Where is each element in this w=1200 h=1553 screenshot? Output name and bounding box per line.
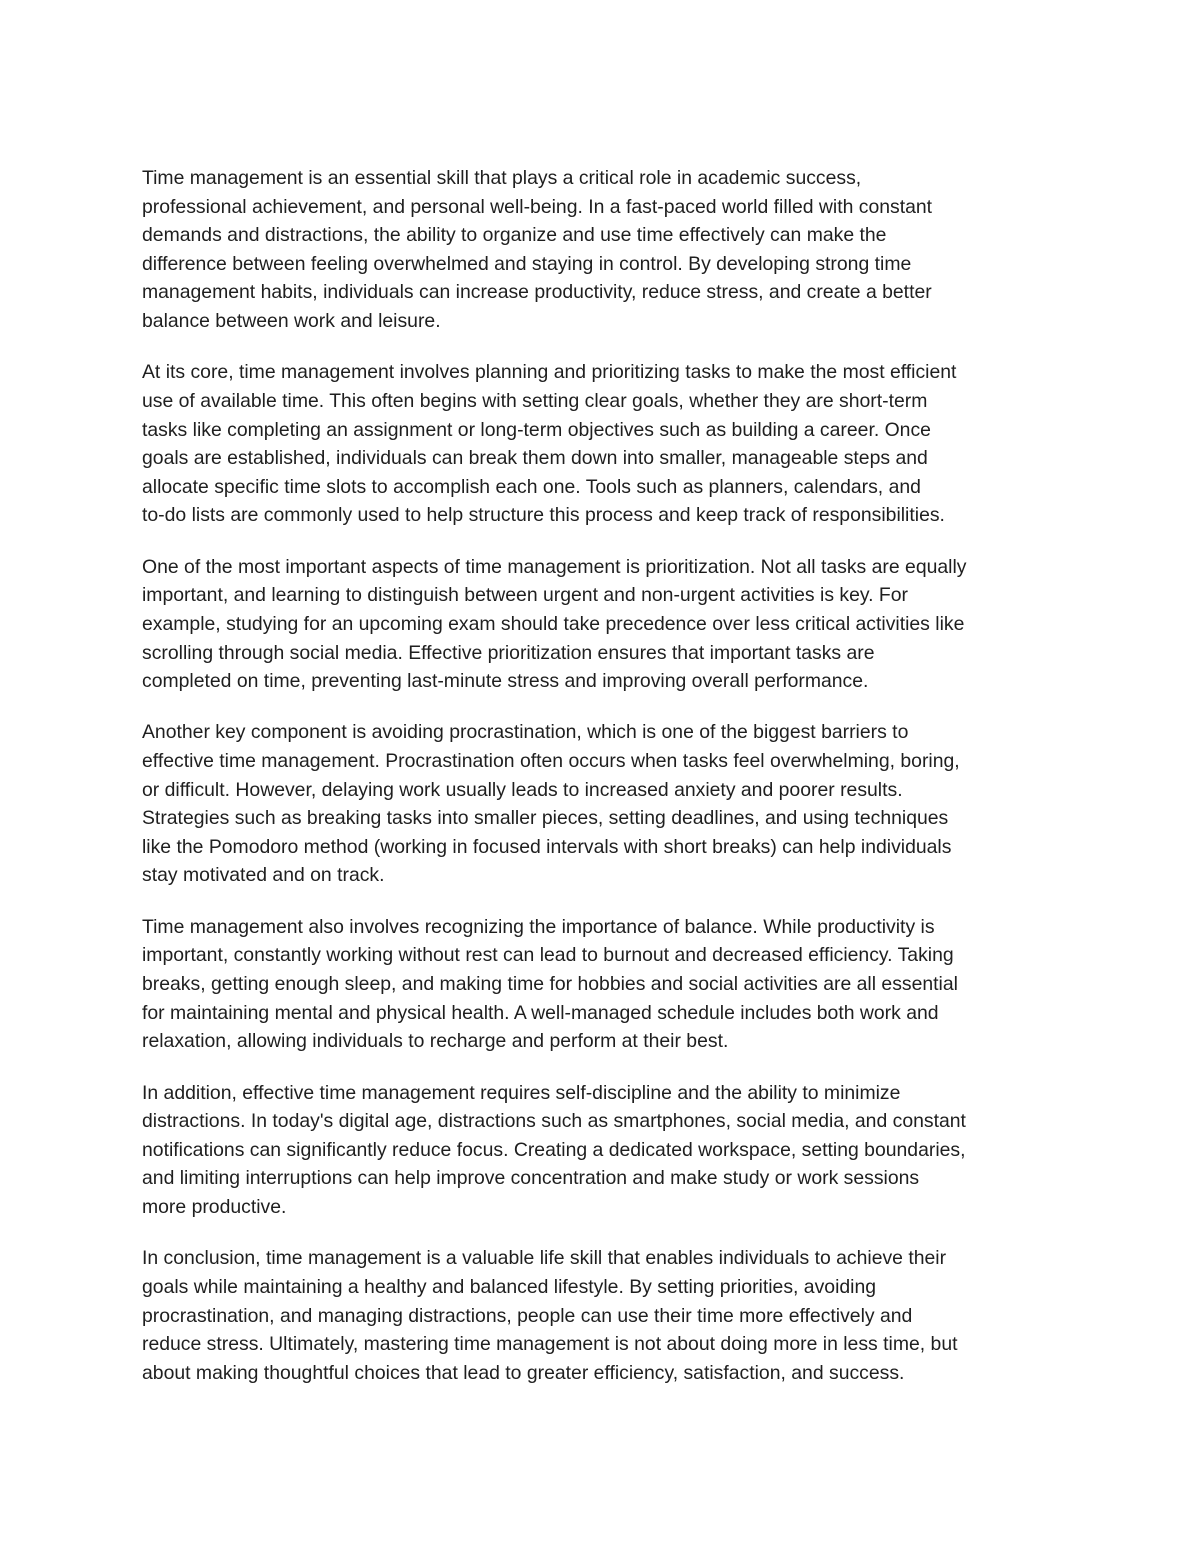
text-line: professional achievement, and personal well-being. In a fast-paced world filled with constant — [142, 195, 933, 218]
text-line: reduce stress. Ultimately, mastering time management is not about doing more in less time, but — [142, 1333, 958, 1356]
paragraph-7 — [142, 1244, 1082, 1387]
text-line: or difficult. However, delaying work usually leads to increased anxiety and poorer results. — [142, 778, 903, 801]
text-line: One of the most important aspects of time management is prioritization. Not all tasks are equally — [142, 555, 967, 578]
text-line: completed on time, preventing last-minute stress and improving overall performance. — [142, 670, 869, 693]
text-line: effective time management. Procrastination often occurs when tasks feel overwhelming, boring, — [142, 750, 960, 773]
paragraph-4 — [142, 718, 1082, 890]
text-line: Time management is an essential skill that plays a critical role in academic success, — [142, 167, 862, 189]
text-line: In addition, effective time management requires self-discipline and the ability to minimize — [142, 1081, 901, 1104]
text-line: tasks like completing an assignment or long-term objectives such as building a career. Once — [142, 418, 931, 441]
text-line: In conclusion, time management is a valuable life skill that enables individuals to achieve their — [142, 1247, 947, 1270]
text-line: Time management also involves recognizing the importance of balance. While productivity is — [142, 915, 935, 938]
text-line: distractions. In today's digital age, distractions such as smartphones, social media, and constant — [142, 1110, 966, 1133]
text-line: demands and distractions, the ability to organize and use time effectively can make the — [142, 224, 887, 247]
text-line: At its core, time management involves planning and prioritizing tasks to make the most efficient — [142, 361, 957, 384]
text-line: and limiting interruptions can help improve concentration and make study or work sessions — [142, 1167, 920, 1190]
text-line: about making thoughtful choices that lead to greater efficiency, satisfaction, and success. — [142, 1361, 905, 1384]
text-line: management habits, individuals can increase productivity, reduce stress, and create a better — [142, 281, 932, 304]
text-line: difference between feeling overwhelmed and staying in control. By developing strong time — [142, 252, 912, 275]
text-line: stay motivated and on track. — [142, 864, 385, 887]
text-line: example, studying for an upcoming exam should take precedence over less critical activities like — [142, 612, 965, 635]
text-line: balance between work and leisure. — [142, 309, 441, 332]
text-line: scrolling through social media. Effective prioritization ensures that important tasks are — [142, 641, 875, 664]
text-line: like the Pomodoro method (working in focused intervals with short breaks) can help individuals — [142, 835, 952, 858]
text-line: notifications can significantly reduce focus. Creating a dedicated workspace, setting boundaries, — [142, 1138, 966, 1161]
text-line: breaks, getting enough sleep, and making time for hobbies and social activities are all essential — [142, 973, 958, 996]
text-line: Strategies such as breaking tasks into smaller pieces, setting deadlines, and using techniques — [142, 807, 949, 830]
paragraph-6 — [142, 1079, 1082, 1222]
text-line: goals are established, individuals can break them down into smaller, manageable steps and — [142, 447, 928, 470]
text-line: important, constantly working without rest can lead to burnout and decreased efficiency. Taking — [142, 944, 954, 967]
paragraph-1 — [142, 164, 1082, 336]
paragraph-3 — [142, 553, 1082, 696]
text-line: more productive. — [142, 1195, 287, 1218]
text-line: important, and learning to distinguish between urgent and non-urgent activities is key. For — [142, 584, 909, 607]
text-line: relaxation, allowing individuals to recharge and perform at their best. — [142, 1030, 729, 1053]
document-body — [142, 164, 1082, 1410]
text-line: for maintaining mental and physical health. A well-managed schedule includes both work and — [142, 1001, 939, 1024]
paragraph-2 — [142, 358, 1082, 530]
text-line: use of available time. This often begins with setting clear goals, whether they are short-term — [142, 389, 928, 412]
paragraph-5 — [142, 913, 1082, 1056]
text-line: Another key component is avoiding procrastination, which is one of the biggest barriers to — [142, 721, 909, 744]
text-line: goals while maintaining a healthy and balanced lifestyle. By setting priorities, avoiding — [142, 1275, 877, 1298]
text-line: allocate specific time slots to accomplish each one. Tools such as planners, calendars, and — [142, 475, 921, 498]
text-line: procrastination, and managing distractions, people can use their time more effectively and — [142, 1304, 913, 1327]
text-line: to-do lists are commonly used to help structure this process and keep track of responsibilities. — [142, 504, 945, 527]
